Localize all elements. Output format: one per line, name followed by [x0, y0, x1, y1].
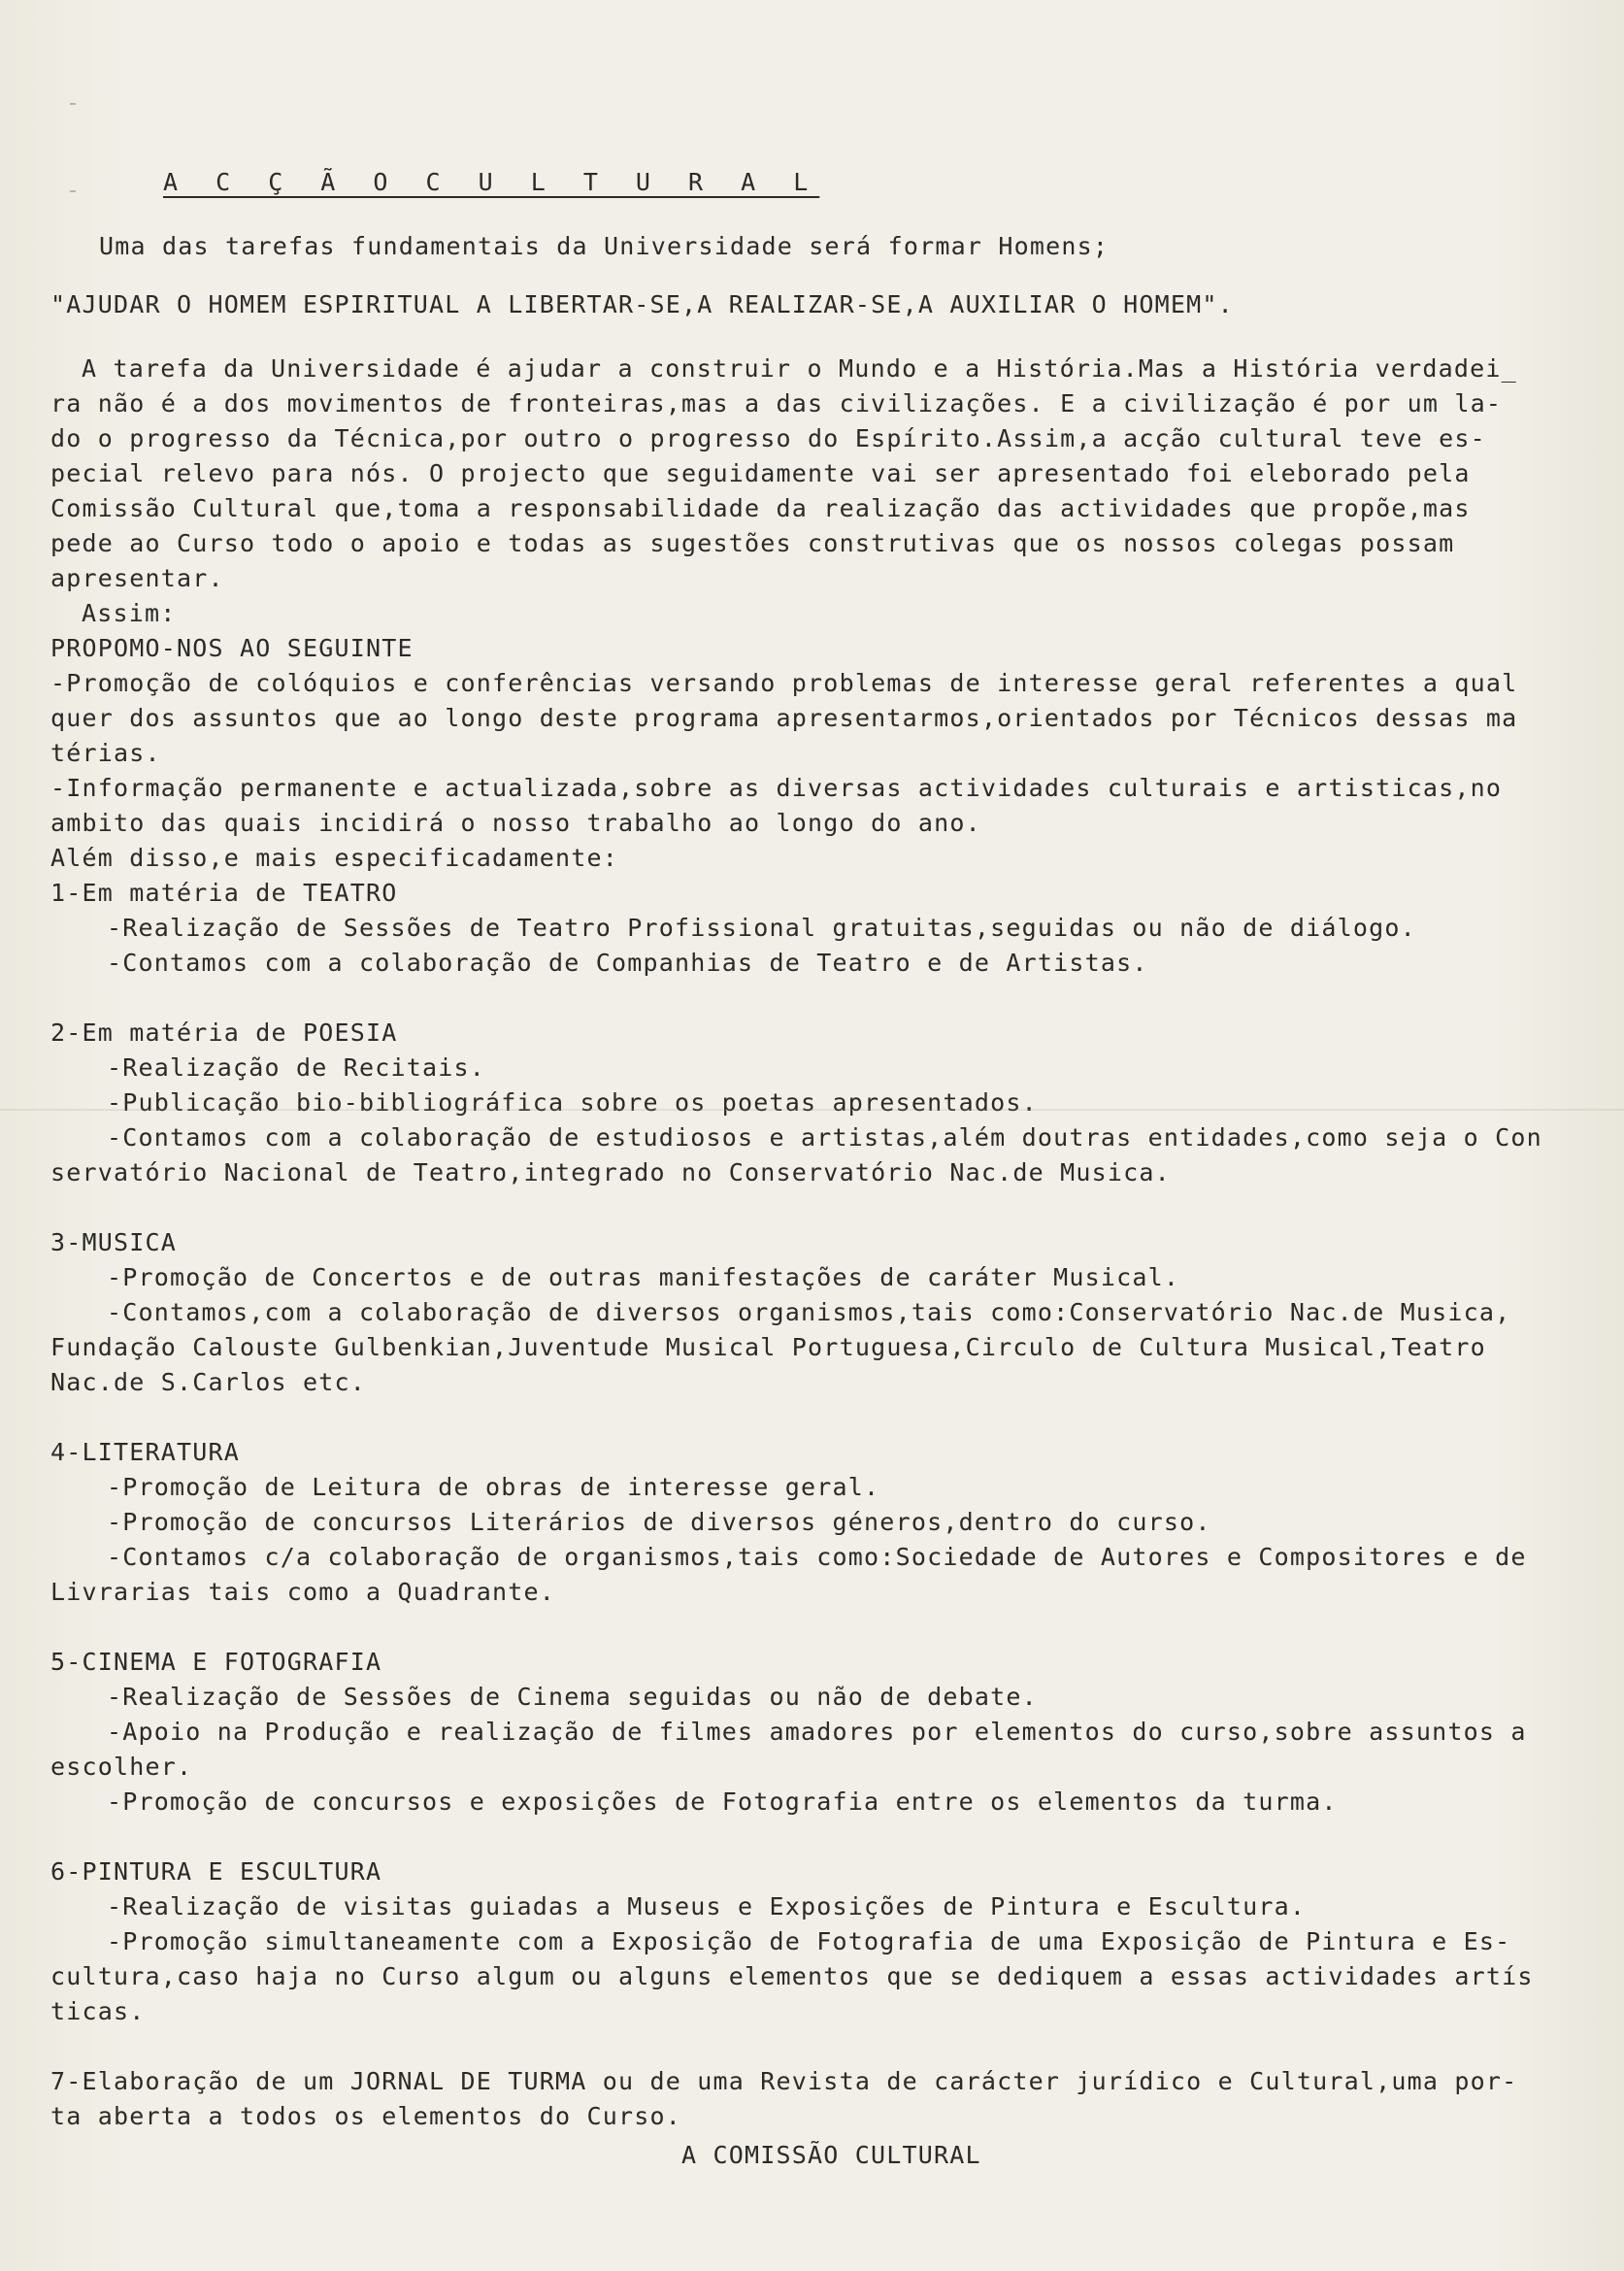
paragraph-line: ra não é a dos movimentos de fronteiras,mas a das civilizações. E a civilização é por um la- [50, 389, 1503, 417]
section-spacer [50, 1610, 1594, 1645]
program-section-line: -Promoção de concursos Literários de diversos géneros,dentro do curso. [107, 1508, 1211, 1536]
journal-item [50, 2064, 1594, 2134]
assim-label: Assim: [82, 599, 177, 627]
program-section-line: -Promoção de Leitura de obras de interesse geral. [107, 1473, 880, 1501]
program-section-heading: 1-Em matéria de TEATRO [50, 879, 398, 907]
objective-line: Além disso,e mais especificadamente: [50, 844, 619, 872]
program-section-heading: 2-Em matéria de POESIA [50, 1019, 398, 1047]
program-section-line: ticas. [50, 1997, 146, 2025]
program-section-line: -Promoção de Concertos e de outras manifestações de caráter Musical. [107, 1263, 1180, 1291]
program-section [50, 1016, 1594, 1190]
paragraph-line: pecial relevo para nós. O projecto que seguidamente vai ser apresentado foi eleborado pela [50, 459, 1471, 487]
general-objectives [50, 666, 1594, 876]
program-section-line: cultura,caso haja no Curso algum ou alguns elementos que se dediquem a essas actividades artís [50, 1962, 1534, 1990]
program-section-line: -Apoio na Produção e realização de filmes amadores por elementos do curso,sobre assuntos a [107, 1718, 1527, 1746]
section-heading: PROPOMO-NOS AO SEGUINTE [50, 634, 414, 662]
intro-sentence: Uma das tarefas fundamentais da Universidade será formar Homens; [99, 232, 1110, 260]
program-section-line: -Realização de Sessões de Cinema seguidas ou não de debate. [107, 1683, 1038, 1711]
document-body [50, 165, 1594, 2173]
objective-line: -Informação permanente e actualizada,sobre as diversas actividades culturais e artisticas,no [50, 774, 1503, 802]
program-section-line: -Promoção de concursos e exposições de Fotografia entre os elementos da turma. [107, 1787, 1338, 1816]
objective-line: ambito das quais incidirá o nosso trabalho ao longo do ano. [50, 809, 981, 837]
journal-line: 7-Elaboração de um JORNAL DE TURMA ou de uma Revista de carácter jurídico e Cultural,uma por- [50, 2067, 1518, 2095]
signature: A COMISSÃO CULTURAL [681, 2141, 981, 2169]
program-section-line: -Contamos,com a colaboração de diversos organismos,tais como:Conservatório Nac.de Musica, [107, 1298, 1511, 1326]
program-section-line: -Contamos com a colaboração de Companhias de Teatro e de Artistas. [107, 949, 1148, 977]
program-section-heading: 3-MUSICA [50, 1228, 178, 1256]
program-section-line: -Publicação bio-bibliográfica sobre os poetas apresentados. [107, 1088, 1038, 1117]
program-section [50, 1435, 1594, 1610]
paragraph-line: Comissão Cultural que,toma a responsabilidade da realização das actividades que propõe,mas [50, 494, 1471, 522]
program-section-line: -Realização de Sessões de Teatro Profissional gratuitas,seguidas ou não de diálogo. [107, 914, 1416, 942]
intro-paragraph [50, 351, 1594, 596]
section-spacer [50, 1820, 1594, 1854]
paragraph-line: apresentar. [50, 564, 224, 592]
paragraph-line: do o progresso da Técnica,por outro o progresso do Espírito.Assim,a acção cultural teve es- [50, 424, 1486, 452]
program-section-line: -Contamos c/a colaboração de organismos,tais como:Sociedade de Autores e Compositores e de [107, 1543, 1527, 1571]
program-section-line: escolher. [50, 1753, 193, 1781]
program-section-line: Fundação Calouste Gulbenkian,Juventude Musical Portuguesa,Circulo de Cultura Musical,Teatro [50, 1333, 1486, 1361]
punch-mark [70, 103, 76, 105]
program-sections [50, 876, 1594, 2064]
journal-line: ta aberta a todos os elementos do Curso. [50, 2102, 682, 2130]
section-spacer [50, 1190, 1594, 1225]
program-section [50, 1645, 1594, 1820]
motto: "AJUDAR O HOMEM ESPIRITUAL A LIBERTAR-SE,A REALIZAR-SE,A AUXILIAR O HOMEM". [50, 290, 1234, 318]
program-section-line: servatório Nacional de Teatro,integrado no Conservatório Nac.de Musica. [50, 1158, 1171, 1186]
program-section [50, 1854, 1594, 2029]
paragraph-line: pede ao Curso todo o apoio e todas as sugestões construtivas que os nossos colegas possam [50, 529, 1455, 557]
section-spacer [50, 981, 1594, 1016]
objective-line: térias. [50, 739, 161, 767]
program-section-heading: 5-CINEMA E FOTOGRAFIA [50, 1648, 382, 1676]
program-section-heading: 6-PINTURA E ESCULTURA [50, 1857, 382, 1886]
program-section-heading: 4-LITERATURA [50, 1438, 241, 1466]
objective-line: quer dos assuntos que ao longo deste programa apresentarmos,orientados por Técnicos dessas ma [50, 704, 1518, 732]
document-title: A C Ç Ã O C U L T U R A L [163, 168, 820, 196]
section-spacer [50, 1400, 1594, 1435]
program-section-line: -Realização de visitas guiadas a Museus e Exposições de Pintura e Escultura. [107, 1892, 1307, 1920]
program-section [50, 1225, 1594, 1400]
section-spacer [50, 2029, 1594, 2064]
program-section-line: Livrarias tais como a Quadrante. [50, 1578, 556, 1606]
objective-line: -Promoção de colóquios e conferências versando problemas de interesse geral referentes a qual [50, 669, 1518, 697]
program-section-line: -Contamos com a colaboração de estudiosos e artistas,além doutras entidades,como seja o Con [107, 1123, 1542, 1152]
paragraph-line: A tarefa da Universidade é ajudar a construir o Mundo e a História.Mas a História verdadei_ [82, 354, 1517, 383]
program-section [50, 876, 1594, 981]
program-section-line: Nac.de S.Carlos etc. [50, 1368, 367, 1396]
program-section-line: -Realização de Recitais. [107, 1053, 486, 1082]
program-section-line: -Promoção simultaneamente com a Exposição de Fotografia de uma Exposição de Pintura e Es- [107, 1927, 1511, 1955]
